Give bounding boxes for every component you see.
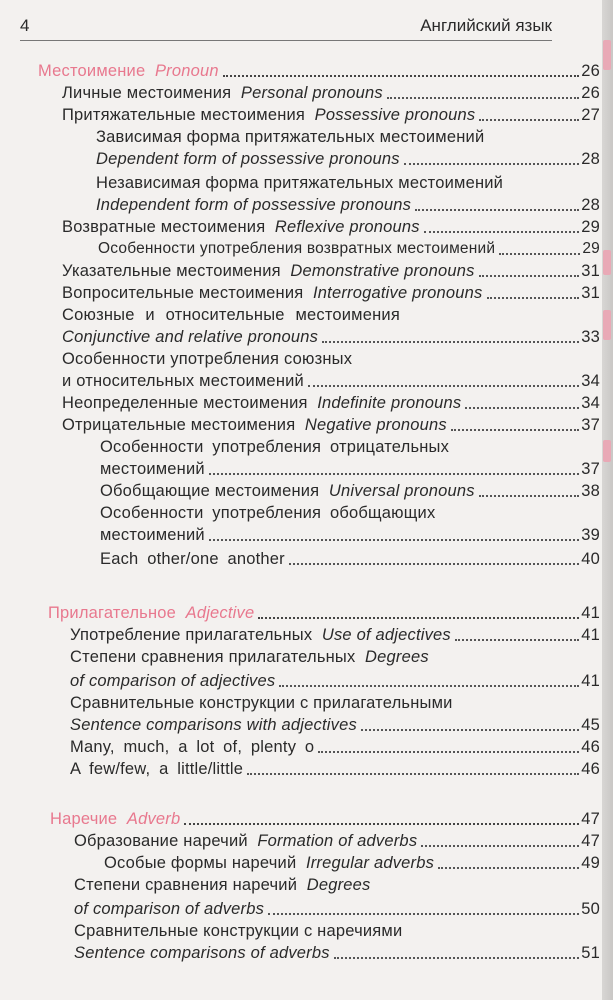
edge-tab [603, 440, 611, 462]
toc-entry[interactable]: of comparison of adjectives 41 [70, 672, 600, 690]
toc-entry[interactable]: Dependent form of possessive pronouns 28 [96, 150, 600, 168]
toc-entry-line: Сравнительные конструкции с наречиями [74, 922, 403, 940]
toc-entry[interactable]: Неопределенные местоимения Indefinite pronouns 34 [62, 394, 600, 412]
toc-entry[interactable]: Each other/one another 40 [100, 550, 600, 568]
toc-entry[interactable]: Особенности употребления возвратных местоимений 29 [98, 240, 600, 257]
page-number: 4 [20, 16, 30, 35]
toc-entry[interactable]: Образование наречий Formation of adverbs 47 [74, 832, 600, 850]
toc-entry-line: Степени сравнения наречий Degrees [74, 876, 371, 894]
edge-tab [603, 310, 611, 340]
toc-entry[interactable]: Отрицательные местоимения Negative pronouns 37 [62, 416, 600, 434]
page-header [20, 12, 552, 41]
book-title: Английский язык [420, 16, 552, 35]
toc-entry[interactable]: Many, much, a lot of, plenty o 46 [70, 738, 600, 756]
toc-entry-line: Особенности употребления обобщающих [100, 504, 436, 522]
toc-entry[interactable]: местоимений 37 [100, 460, 600, 478]
toc-entry[interactable]: Independent form of possessive pronouns 28 [96, 196, 600, 214]
toc-entry[interactable]: Вопросительные местоимения Interrogative pronouns 31 [62, 284, 600, 302]
toc-entry-line: Независимая форма притяжательных местоимений [96, 174, 504, 192]
toc-entry[interactable]: местоимений 39 [100, 526, 600, 544]
toc-entry[interactable]: Притяжательные местоимения Possessive pronouns 27 [62, 106, 600, 124]
toc-entry[interactable]: Sentence comparisons of adverbs 51 [74, 944, 600, 962]
toc-section-adjective[interactable]: Прилагательное Adjective 41 [48, 604, 600, 622]
book-page-edge [602, 0, 613, 1000]
toc-entry[interactable]: и относительных местоимений 34 [62, 372, 600, 390]
toc-entry[interactable]: Возвратные местоимения Reflexive pronouns 29 [62, 218, 600, 236]
toc-section-pronoun[interactable]: Местоимение Pronoun 26 [38, 62, 600, 80]
toc-entry[interactable]: Указательные местоимения Demonstrative pronouns 31 [62, 262, 600, 280]
toc-entry[interactable]: of comparison of adverbs 50 [74, 900, 600, 918]
toc-section-adverb[interactable]: Наречие Adverb 47 [50, 810, 600, 828]
edge-tab [603, 40, 611, 70]
toc-entry[interactable]: Conjunctive and relative pronouns 33 [62, 328, 600, 346]
toc-entry[interactable]: A few/few, a little/little 46 [70, 760, 600, 778]
toc-entry[interactable]: Обобщающие местоимения Universal pronouns 38 [100, 482, 600, 500]
toc-entry-line: Особенности употребления отрицательных [100, 438, 450, 456]
toc-entry-line: Союзные и относительные местоимения [62, 306, 400, 324]
toc-entry-line: Особенности употребления союзных [62, 350, 353, 368]
toc-entry[interactable]: Употребление прилагательных Use of adjectives 41 [70, 626, 600, 644]
toc-entry[interactable]: Особые формы наречий Irregular adverbs 49 [104, 854, 600, 872]
toc-entry-line: Сравнительные конструкции с прилагательными [70, 694, 453, 712]
toc-entry-line: Зависимая форма притяжательных местоимений [96, 128, 485, 146]
edge-tab [603, 250, 611, 275]
toc-entry[interactable]: Sentence comparisons with adjectives 45 [70, 716, 600, 734]
toc-entry[interactable]: Личные местоимения Personal pronouns 26 [62, 84, 600, 102]
toc-entry-line: Степени сравнения прилагательных Degrees [70, 648, 429, 666]
